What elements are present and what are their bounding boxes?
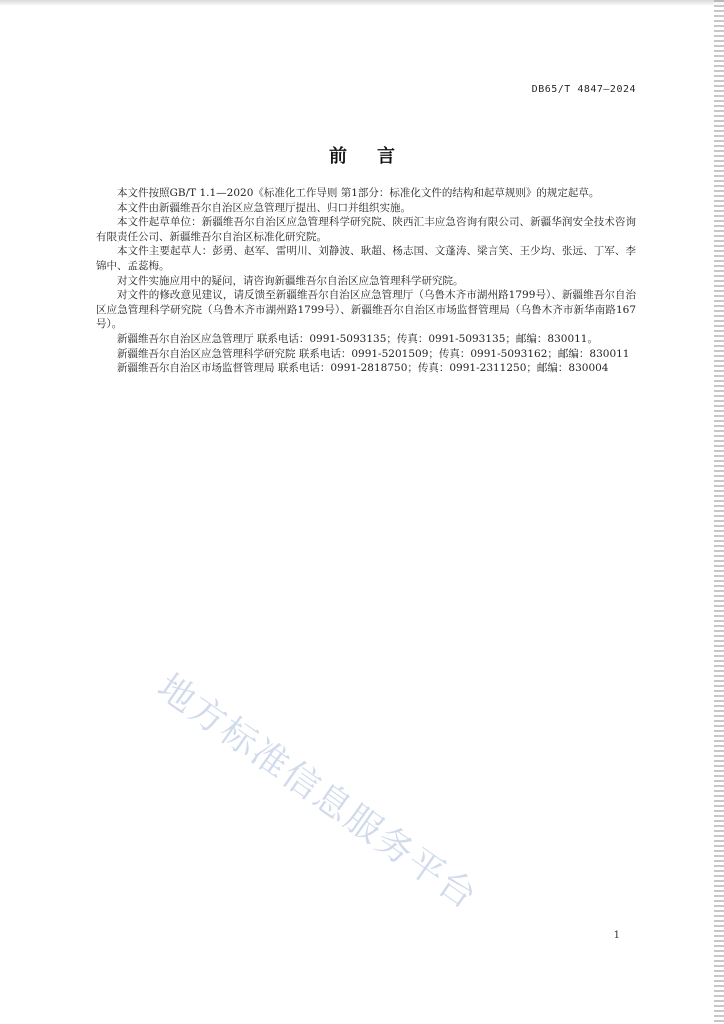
- paragraph-inquiries: 对文件实施应用中的疑问，请咨询新疆维吾尔自治区应急管理科学研究院。: [117, 274, 464, 287]
- paragraph-drafting-units: 本文件起草单位：新疆维吾尔自治区应急管理科学研究院、陕西汇丰应急咨询有限公司、新疆华润安全技术咨询有限责任公司、新疆维吾尔自治区标准化研究院。: [96, 216, 636, 243]
- paragraph-drafting-rules: 本文件按照GB/T 1.1—2020《标准化工作导则 第1部分：标准化文件的结构和起草规则》的规定起草。: [117, 187, 600, 199]
- paragraph-proposer: 本文件由新疆维吾尔自治区应急管理厅提出、归口并组织实施。: [117, 201, 411, 214]
- page-number: 1: [613, 930, 620, 941]
- scan-edge-top: [0, 0, 724, 6]
- foreword-body: [96, 186, 636, 376]
- paragraph-contact-market-bureau: 新疆维吾尔自治区市场监督管理局 联系电话：0991-2818750；传真：0991-2311250；邮编：830004: [117, 362, 609, 375]
- page-title: 前言: [329, 146, 425, 167]
- paragraph-contact-emergency-dept: 新疆维吾尔自治区应急管理厅 联系电话：0991-5093135；传真：0991-5093135；邮编：830011。: [117, 332, 598, 345]
- document-code: DB65/T 4847—2024: [531, 84, 636, 95]
- paragraph-feedback: 对文件的修改意见建议，请反馈至新疆维吾尔自治区应急管理厅（乌鲁木齐市湖州路1799号）、新疆维吾尔自治区应急管理科学研究院（乌鲁木齐市湖州路1799号）、新疆维吾尔自治区市场监督管理局（乌鲁木齐市新华南路167号）。: [96, 289, 636, 331]
- paragraph-contact-research-institute: 新疆维吾尔自治区应急管理科学研究院 联系电话：0991-5201509；传真：0991-5093162；邮编：830011: [117, 347, 630, 360]
- watermark: 地方标准信息服务平台: [149, 666, 485, 919]
- paragraph-drafters: 本文件主要起草人：彭勇、赵军、雷明川、刘静波、耿超、杨志国、文蓬涛、梁言笑、王少均、张远、丁军、李锦中、孟蕊梅。: [96, 245, 636, 272]
